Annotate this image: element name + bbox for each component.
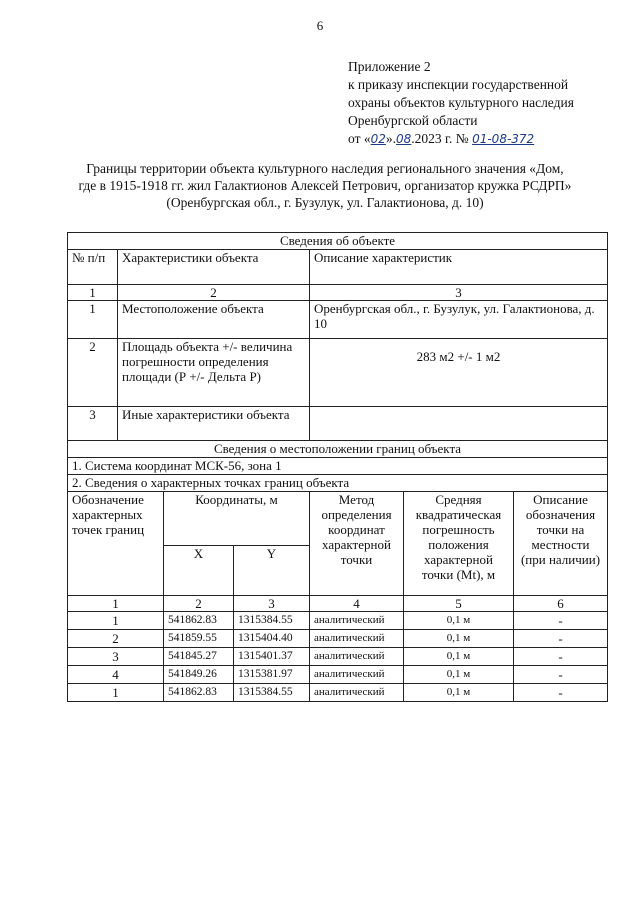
coord-system-row: [68, 458, 608, 475]
coord-system: 1. Система координат МСК-56, зона 1: [68, 458, 608, 475]
handwritten-order-number: 01-08-372: [472, 132, 535, 146]
row-description: [310, 407, 608, 441]
title-line: (Оренбургская обл., г. Бузулук, ул. Галактионова, д. 10): [166, 195, 484, 210]
row-num: 1: [68, 301, 118, 339]
point-method: аналитический: [310, 612, 404, 630]
point-id: 3: [68, 648, 164, 666]
col-number: 5: [404, 596, 514, 612]
point-id: 1: [68, 684, 164, 702]
date-prefix: от «: [348, 131, 371, 146]
appendix-title: Приложение 2: [348, 59, 431, 74]
row-description: Оренбургская обл., г. Бузулук, ул. Галактионова, д. 10: [310, 301, 608, 339]
col-number: 3: [234, 596, 310, 612]
point-error: 0,1 м: [404, 612, 514, 630]
points-title-row: [68, 475, 608, 492]
table-row: [68, 666, 608, 684]
column-number-row: [68, 285, 608, 301]
appendix-line: Оренбургской области: [348, 113, 478, 128]
header-point: Обозначение характерных точек границ: [68, 492, 164, 596]
point-method: аналитический: [310, 630, 404, 648]
header-description: Описание обозначения точки на местности (при наличии): [514, 492, 608, 596]
header-coords: Координаты, м: [164, 492, 310, 546]
column-number-row: [68, 596, 608, 612]
handwritten-month: 08: [396, 132, 412, 146]
point-x: 541862.83: [164, 612, 234, 630]
point-desc: -: [514, 612, 608, 630]
location-info-table: [67, 440, 608, 702]
point-x: 541859.55: [164, 630, 234, 648]
point-error: 0,1 м: [404, 684, 514, 702]
row-characteristic: Иные характеристики объекта: [118, 407, 310, 441]
header-method: Метод определения координат характерной точки: [310, 492, 404, 596]
appendix-date-line: [348, 130, 574, 148]
point-method: аналитический: [310, 648, 404, 666]
point-id: 1: [68, 612, 164, 630]
point-desc: -: [514, 666, 608, 684]
point-y: 1315401.37: [234, 648, 310, 666]
header-characteristic: Характеристики объекта: [118, 250, 310, 285]
table-row: [68, 648, 608, 666]
col-number: 3: [310, 285, 608, 301]
col-number: 4: [310, 596, 404, 612]
header-row: [68, 250, 608, 285]
header-error: Средняя квадратическая погрешность положения характерной точки (Mt), м: [404, 492, 514, 596]
table-row: [68, 630, 608, 648]
date-year: .2023 г. №: [411, 131, 473, 146]
appendix-block: [348, 58, 574, 148]
point-id: 2: [68, 630, 164, 648]
point-x: 541862.83: [164, 684, 234, 702]
point-y: 1315404.40: [234, 630, 310, 648]
row-characteristic: Площадь объекта +/- величина погрешности определения площади (Р +/- Дельта Р): [118, 339, 310, 407]
point-method: аналитический: [310, 684, 404, 702]
col-number: 2: [164, 596, 234, 612]
date-separator: ».: [385, 131, 397, 146]
object-info-section-title: Сведения об объекте: [68, 233, 608, 250]
col-number: 1: [68, 596, 164, 612]
col-number: 2: [118, 285, 310, 301]
page-number: 6: [316, 18, 324, 33]
header-num: № п/п: [68, 250, 118, 285]
row-characteristic: Местоположение объекта: [118, 301, 310, 339]
point-desc: -: [514, 648, 608, 666]
header-x: X: [164, 546, 234, 596]
point-id: 4: [68, 666, 164, 684]
header-row: [68, 492, 608, 546]
table-row: [68, 301, 608, 339]
row-num: 2: [68, 339, 118, 407]
title-line: Границы территории объекта культурного наследия регионального значения «Дом,: [86, 161, 564, 176]
object-info-table: [67, 232, 608, 441]
point-error: 0,1 м: [404, 630, 514, 648]
point-x: 541849.26: [164, 666, 234, 684]
point-error: 0,1 м: [404, 648, 514, 666]
header-description: Описание характеристик: [310, 250, 608, 285]
point-method: аналитический: [310, 666, 404, 684]
point-y: 1315384.55: [234, 612, 310, 630]
location-section-title: Сведения о местоположении границ объекта: [68, 441, 608, 458]
col-number: 6: [514, 596, 608, 612]
appendix-line: охраны объектов культурного наследия: [348, 95, 574, 110]
table-row: [68, 684, 608, 702]
point-y: 1315384.55: [234, 684, 310, 702]
title-line: где в 1915-1918 гг. жил Галактионов Алексей Петрович, организатор кружка РСДРП»: [78, 178, 572, 193]
table-row: [68, 612, 608, 630]
point-y: 1315381.97: [234, 666, 310, 684]
section-row: [68, 441, 608, 458]
row-num: 3: [68, 407, 118, 441]
document-title: [40, 160, 610, 211]
row-description: 283 м2 +/- 1 м2: [310, 339, 608, 407]
appendix-line: к приказу инспекции государственной: [348, 77, 569, 92]
points-title: 2. Сведения о характерных точках границ объекта: [68, 475, 608, 492]
table-row: [68, 407, 608, 441]
point-error: 0,1 м: [404, 666, 514, 684]
point-desc: -: [514, 630, 608, 648]
col-number: 1: [68, 285, 118, 301]
handwritten-day: 02: [370, 132, 386, 146]
point-x: 541845.27: [164, 648, 234, 666]
section-row: [68, 233, 608, 250]
point-desc: -: [514, 684, 608, 702]
table-row: [68, 339, 608, 407]
header-y: Y: [234, 546, 310, 596]
